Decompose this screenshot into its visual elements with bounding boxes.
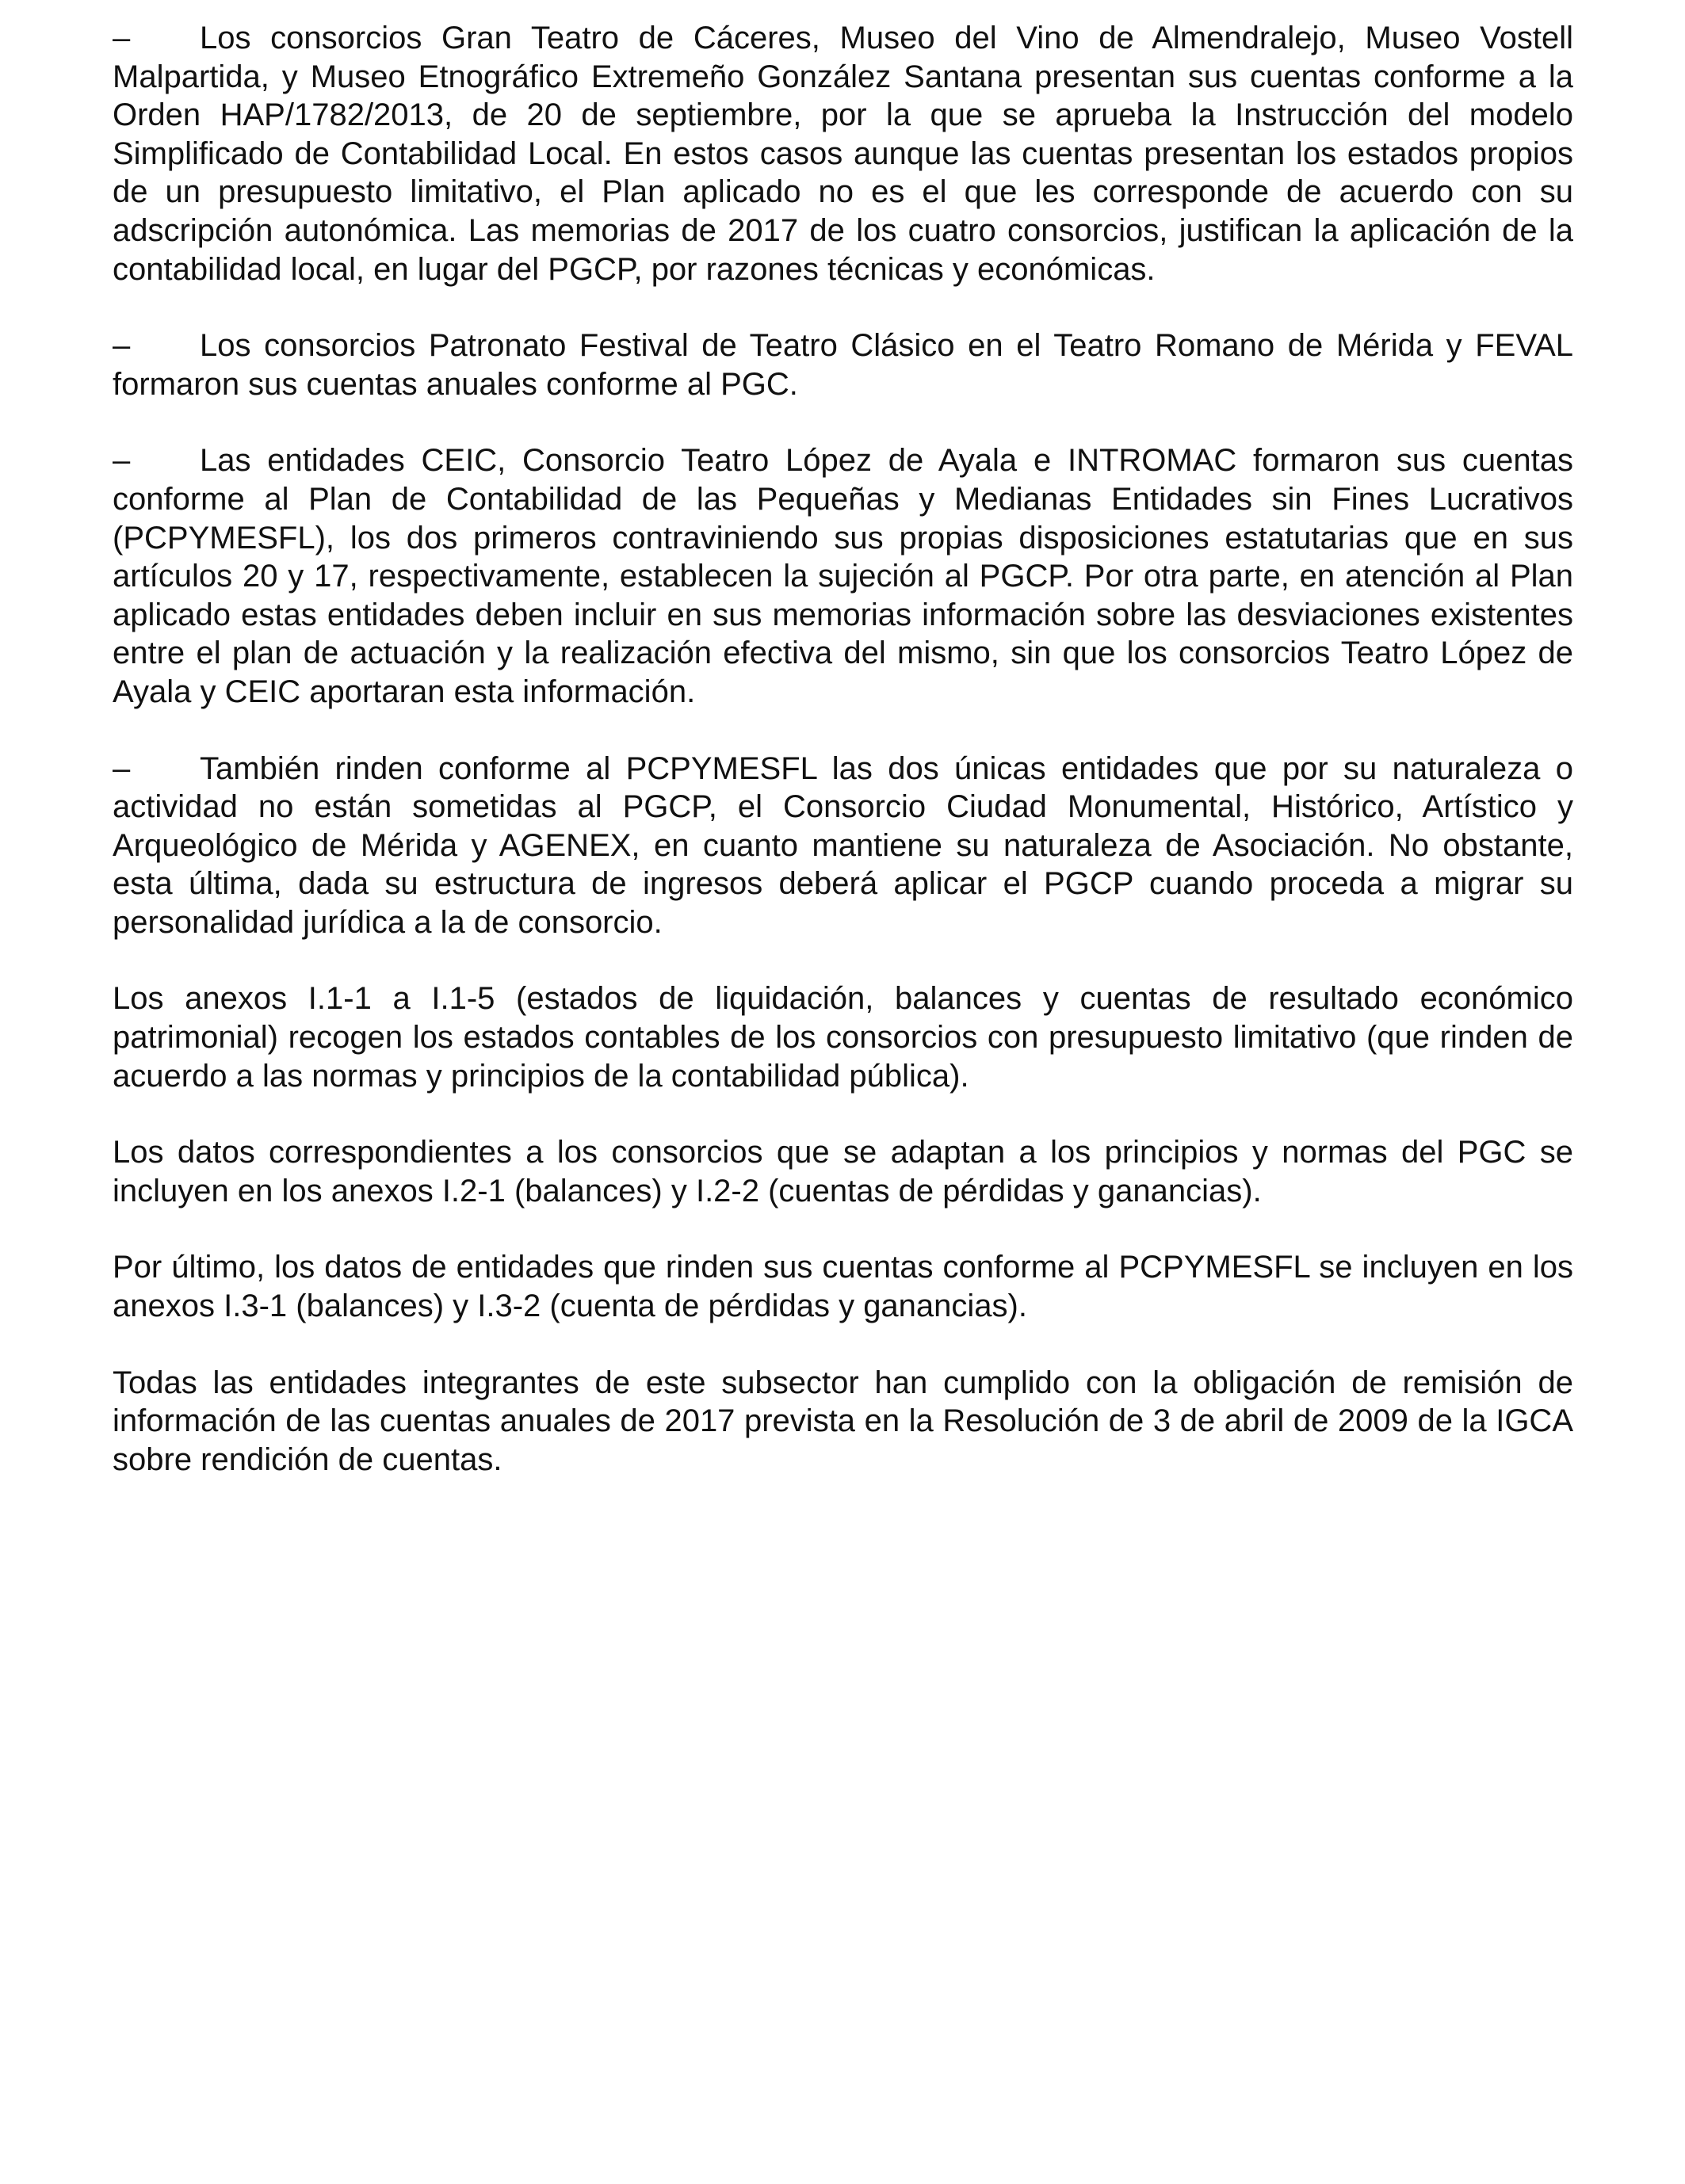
- bullet-paragraph: [113, 441, 1573, 711]
- document-page: [113, 19, 1573, 1517]
- bullet-text: Los consorcios Patronato Festival de Teatro Clásico en el Teatro Romano de Mérida y FEVAL formaron sus cuentas anuales conforme al PGC.: [113, 328, 1573, 402]
- body-paragraph: Todas las entidades integrantes de este subsector han cumplido con la obligación de remisión de información de las cuentas anuales de 2017 prevista en la Resolución de 3 de abril de 2009 de la IGCA sobre rendición de cuentas.: [113, 1365, 1573, 1477]
- bullet-text: Los consorcios Gran Teatro de Cáceres, Museo del Vino de Almendralejo, Museo Vostell Malpartida, y Museo Etnográfico Extremeño González Santana presentan sus cuentas conforme a la Orden HAP/1782/2013, de 20 de septiembre, por la que se aprueba la Instrucción del modelo Simplificado de Contabilidad Local. En estos casos aunque las cuentas presentan los estados propios de un presupuesto limitativo, el Plan aplicado no es el que les corresponde de acuerdo con su adscripción autonómica. Las memorias de 2017 de los cuatro consorcios, justifican la aplicación de la contabilidad local, en lugar del PGCP, por razones técnicas y económicas.: [113, 21, 1573, 287]
- body-paragraph: Los datos correspondientes a los consorcios que se adaptan a los principios y normas del PGC se incluyen en los anexos I.2-1 (balances) y I.2-2 (cuentas de pérdidas y ganancias).: [113, 1135, 1573, 1208]
- dash-bullet-icon: –: [113, 443, 131, 479]
- bullet-text: Las entidades CEIC, Consorcio Teatro López de Ayala e INTROMAC formaron sus cuentas conforme al Plan de Contabilidad de las Pequeñas y Medianas Entidades sin Fines Lucrativos (PCPYMESFL), los dos primeros contraviniendo sus propias disposiciones estatutarias que en sus artículos 20 y 17, respectivamente, establecen la sujeción al PGCP. Por otra parte, en atención al Plan aplicado estas entidades deben incluir en sus memorias información sobre las desviaciones existentes entre el plan de actuación y la realización efectiva del mismo, sin que los consorcios Teatro López de Ayala y CEIC aportaran esta información.: [113, 443, 1573, 709]
- bullet-text: También rinden conforme al PCPYMESFL las dos únicas entidades que por su naturaleza o actividad no están sometidas al PGCP, el Consorcio Ciudad Monumental, Histórico, Artístico y Arqueológico de Mérida y AGENEX, en cuanto mantiene su naturaleza de Asociación. No obstante, esta última, dada su estructura de ingresos deberá aplicar el PGCP cuando proceda a migrar su personalidad jurídica a la de consorcio.: [113, 750, 1573, 940]
- body-paragraph: Los anexos I.1-1 a I.1-5 (estados de liquidación, balances y cuentas de resultado económico patrimonial) recogen los estados contables de los consorcios con presupuesto limitativo (que rinden de acuerdo a las normas y principios de la contabilidad pública).: [113, 981, 1573, 1094]
- dash-bullet-icon: –: [113, 328, 131, 364]
- dash-bullet-icon: –: [113, 21, 131, 55]
- bullet-paragraph: [113, 326, 1573, 403]
- bullet-paragraph: [113, 750, 1573, 942]
- bullet-paragraph: [113, 19, 1573, 288]
- dash-bullet-icon: –: [113, 750, 131, 786]
- body-paragraph: Por último, los datos de entidades que rinden sus cuentas conforme al PCPYMESFL se incluyen en los anexos I.3-1 (balances) y I.3-2 (cuenta de pérdidas y ganancias).: [113, 1250, 1573, 1324]
